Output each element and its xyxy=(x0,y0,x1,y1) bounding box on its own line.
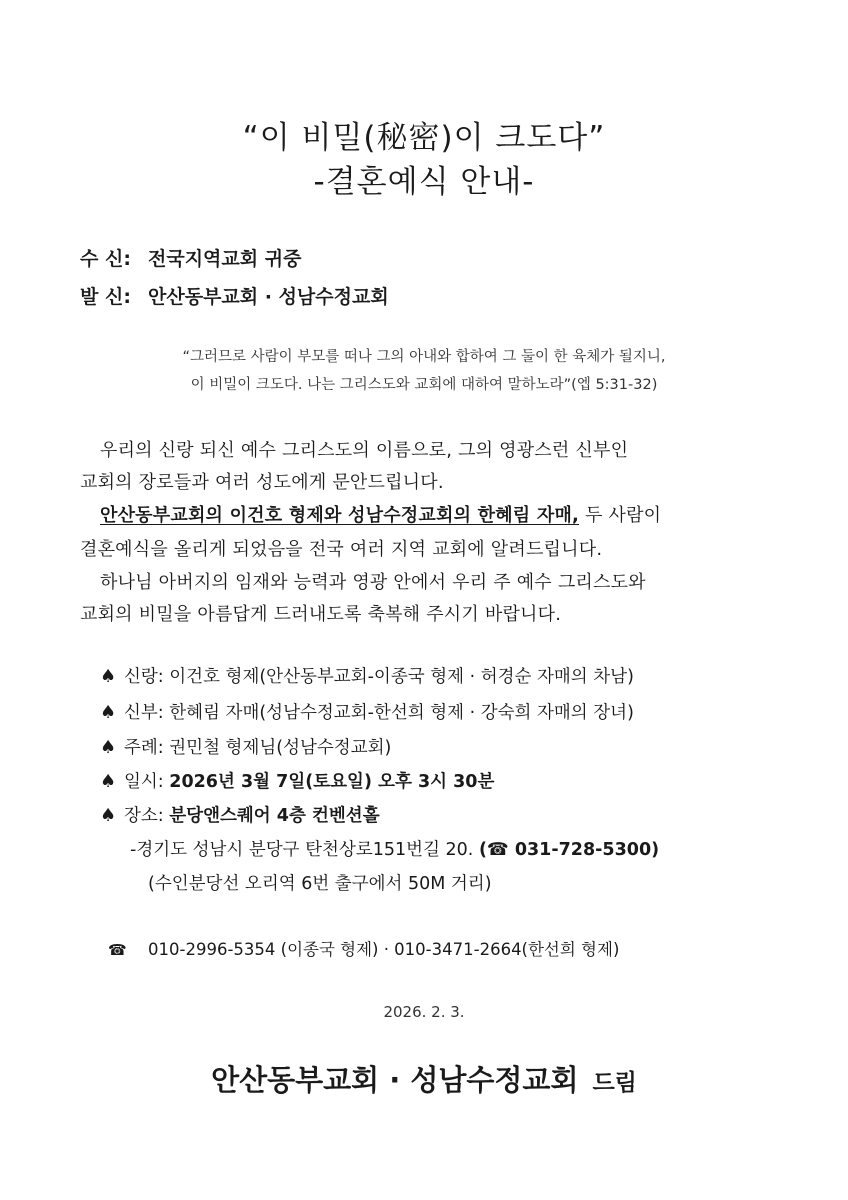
place-item: ♠ 장소: 분당앤스퀘어 4층 컨벤션홀 xyxy=(100,805,380,826)
paragraph-2-line1: 안산동부교회의 이건호 형제와 성남수정교회의 한혜림 자매, 두 사람이 xyxy=(100,505,662,526)
wedding-datetime: 2026년 3월 7일(토요일) 오후 3시 30분 xyxy=(169,772,495,792)
venue-address: -경기도 성남시 분당구 탄천상로151번길 20. (☎ 031-728-5300) xyxy=(130,840,660,860)
scripture-quote-line2: 이 비밀이 크도다. 나는 그리스도와 교회에 대하여 말하노라”(엡 5:31-32) xyxy=(190,377,658,393)
venue-phone: (☎ 031-728-5300) xyxy=(478,840,660,860)
paragraph-3-line1: 하나님 아버지의 임재와 능력과 영광 안에서 우리 주 예수 그리스도와 xyxy=(100,572,646,593)
paragraph-2-line2: 결혼예식을 올리게 되었음을 전국 여러 지역 교회에 알려드립니다. xyxy=(80,539,603,560)
signature-suffix: 드림 xyxy=(592,1070,637,1096)
recipient-value: 전국지역교회 귀중 xyxy=(148,248,302,270)
phone-icon: ☎ xyxy=(108,941,127,959)
sender-value: 안산동부교회 · 성남수정교회 xyxy=(148,286,389,308)
recipient-label: 수 신: xyxy=(80,248,131,270)
sender-line xyxy=(80,282,389,309)
paragraph-1-line1: 우리의 신랑 되신 예수 그리스도의 이름으로, 그의 영광스런 신부인 xyxy=(100,440,629,461)
signature xyxy=(0,1058,848,1099)
contact-line xyxy=(108,936,619,960)
spade-icon: ♠ xyxy=(100,737,117,758)
paragraph-3-line2: 교회의 비밀을 아름답게 드러내도록 축복해 주시기 바랍니다. xyxy=(80,604,562,625)
officiant-item: ♠ 주례: 권민철 형제님(성남수정교회) xyxy=(100,737,392,758)
bride-item: ♠ 신부: 한혜림 자매(성남수정교회-한선희 형제 · 강숙희 자매의 장녀) xyxy=(100,702,634,723)
spade-icon: ♠ xyxy=(100,805,117,826)
signature-churches: 안산동부교회 · 성남수정교회 xyxy=(211,1063,579,1097)
sender-label: 발 신: xyxy=(80,286,131,308)
paragraph-1-line2: 교회의 장로들과 여러 성도에게 문안드립니다. xyxy=(80,472,444,493)
spade-icon: ♠ xyxy=(100,702,117,723)
wedding-venue: 분당앤스퀘어 4층 컨벤션홀 xyxy=(169,806,380,826)
document-title: “이 비밀(秘密)이 크도다” xyxy=(242,120,606,156)
spade-icon: ♠ xyxy=(100,666,117,687)
scripture-quote-line1: “그러므로 사람이 부모를 떠나 그의 아내와 합하여 그 둘이 한 육체가 될지니, xyxy=(182,349,666,365)
groom-item: ♠ 신랑: 이건호 형제(안산동부교회-이종국 형제 · 허경순 자매의 차남) xyxy=(100,666,634,687)
venue-directions: (수인분당선 오리역 6번 출구에서 50M 거리) xyxy=(148,874,492,894)
issue-date: 2026. 2. 3. xyxy=(383,1003,465,1021)
date-item: ♠ 일시: 2026년 3월 7일(토요일) 오후 3시 30분 xyxy=(100,771,495,792)
spade-icon: ♠ xyxy=(100,771,117,792)
contact-numbers: 010-2996-5354 (이종국 형제) · 010-3471-2664(한선희 형제) xyxy=(148,940,620,959)
recipient-line xyxy=(80,244,301,271)
couple-names: 안산동부교회의 이건호 형제와 성남수정교회의 한혜림 자매, xyxy=(100,505,580,526)
document-subtitle: -결혼예식 안내- xyxy=(313,164,535,200)
